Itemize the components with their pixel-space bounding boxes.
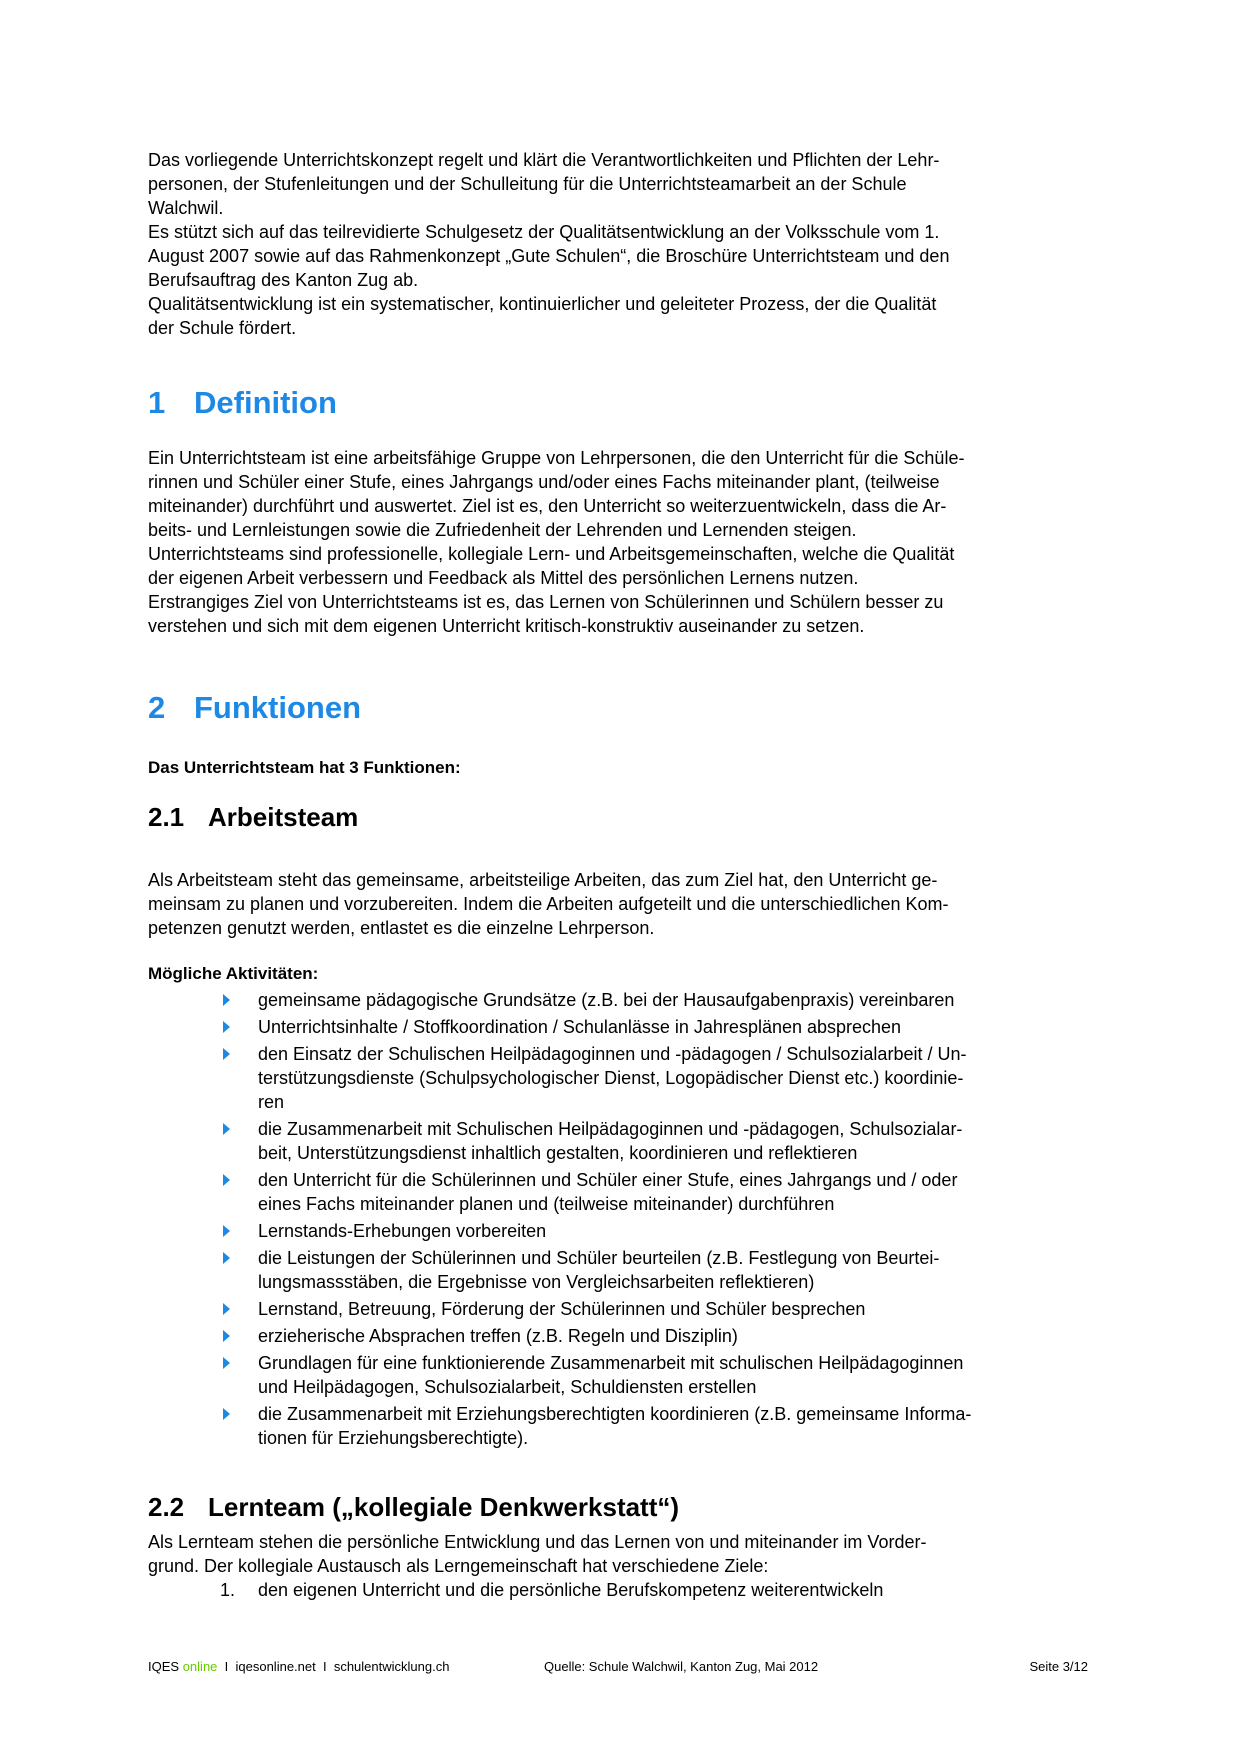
list-item: die Zusammenarbeit mit Schulischen Heilpädagoginnen und -pädagogen, Schulsozialar- beit, Unterstützungsdienst inhaltlich gestalten, koordinieren und reflektieren (148, 1117, 1093, 1165)
footer-link-schulentwicklung[interactable]: schulentwicklung.ch (333, 1659, 450, 1674)
footer-link-iqesonline[interactable]: iqesonline.net (235, 1659, 316, 1674)
triangle-bullet-icon (223, 1123, 230, 1135)
text-line: personen, der Stufenleitungen und der Schulleitung für die Unterrichtsteamarbeit an der Schule (148, 174, 907, 194)
text-line: Ein Unterrichtsteam ist eine arbeitsfähige Gruppe von Lehrpersonen, die den Unterricht für die Schüle- (148, 448, 965, 468)
brand-accent: online (182, 1659, 218, 1674)
heading-title: Arbeitsteam (208, 802, 359, 832)
list-item: die Leistungen der Schülerinnen und Schüler beurteilen (z.B. Festlegung von Beurtei- lungsmassstäben, die Ergebnisse von Vergleichsarbeiten reflektieren) (148, 1246, 1093, 1294)
heading-arbeitsteam (148, 800, 358, 834)
text-line: der eigenen Arbeit verbessern und Feedback als Mittel des persönlichen Lernens nutzen. (148, 568, 859, 588)
text-line: Unterrichtsteams sind professionelle, kollegiale Lern- und Arbeitsgemeinschaften, welche die Qualität (148, 544, 955, 564)
text-line: Das vorliegende Unterrichtskonzept regelt und klärt die Verantwortlichkeiten und Pflichten der Lehr- (148, 150, 940, 170)
text-line: petenzen genutzt werden, entlastet es die einzelne Lehrperson. (148, 918, 655, 938)
heading-number: 2.1 (148, 802, 185, 832)
heading-title: Lernteam („kollegiale Denkwerkstatt“) (208, 1492, 680, 1522)
list-number: 1. (220, 1580, 236, 1600)
text-line: beits- und Lernleistungen sowie die Zufriedenheit der Lehrenden und Lernenden steigen. (148, 520, 857, 540)
triangle-bullet-icon (223, 1252, 230, 1264)
list-item: Lernstands-Erhebungen vorbereiten (148, 1219, 1093, 1243)
text-line: rinnen und Schüler einer Stufe, eines Jahrgangs und/oder eines Fachs miteinander plant, (teilweise (148, 472, 940, 492)
funktionen-lead: Das Unterrichtsteam hat 3 Funktionen: (148, 758, 461, 777)
triangle-bullet-icon (223, 1174, 230, 1186)
text-line: grund. Der kollegiale Austausch als Lerngemeinschaft hat verschiedene Ziele: (148, 1556, 769, 1576)
heading-number: 1 (148, 385, 166, 420)
text-line: Berufsauftrag des Kanton Zug ab. (148, 270, 419, 290)
triangle-bullet-icon (223, 1303, 230, 1315)
list-item: die Zusammenarbeit mit Erziehungsberechtigten koordinieren (z.B. gemeinsame Informa- tionen für Erziehungsberechtigte). (148, 1402, 1093, 1450)
heading-lernteam (148, 1490, 679, 1524)
heading-definition (148, 383, 337, 423)
text-line: Als Arbeitsteam steht das gemeinsame, arbeitsteilige Arbeiten, das zum Ziel hat, den Unterricht ge- (148, 870, 938, 890)
triangle-bullet-icon (223, 1048, 230, 1060)
list-item: Grundlagen für eine funktionierende Zusammenarbeit mit schulischen Heilpädagoginnen und Heilpädagogen, Schulsozialarbeit, Schuldiensten erstellen (148, 1351, 1093, 1399)
text-line: Qualitätsentwicklung ist ein systematischer, kontinuierlicher und geleiteter Prozess, der die Qualität (148, 294, 937, 314)
goals-list (148, 1578, 1093, 1602)
text-line: verstehen und sich mit dem eigenen Unterricht kritisch-konstruktiv auseinander zu setzen. (148, 616, 865, 636)
separator: I (322, 1659, 327, 1674)
list-item: den Einsatz der Schulischen Heilpädagoginnen und -pädagogen / Schulsozialarbeit / Un- terstützungsdienste (Schulpsychologischer Dienst, Logopädischer Dienst etc.) koordinie- ren (148, 1042, 1093, 1114)
text-line: Walchwil. (148, 198, 224, 218)
heading-funktionen (148, 688, 361, 728)
triangle-bullet-icon (223, 1357, 230, 1369)
triangle-bullet-icon (223, 1408, 230, 1420)
triangle-bullet-icon (223, 1330, 230, 1342)
triangle-bullet-icon (223, 1021, 230, 1033)
page-number: Seite 3/12 (1029, 1659, 1088, 1674)
definition-paragraph (148, 446, 1093, 638)
heading-title: Funktionen (194, 690, 362, 725)
brand-name: IQES (148, 1659, 180, 1674)
heading-title: Definition (194, 385, 337, 420)
text-line: August 2007 sowie auf das Rahmenkonzept „Gute Schulen“, die Broschüre Unterrichtsteam und den (148, 246, 950, 266)
text-line: Es stützt sich auf das teilrevidierte Schulgesetz der Qualitätsentwicklung an der Volksschule vom 1. (148, 222, 940, 242)
list-item: erzieherische Absprachen treffen (z.B. Regeln und Disziplin) (148, 1324, 1093, 1348)
triangle-bullet-icon (223, 1225, 230, 1237)
list-item: den Unterricht für die Schülerinnen und Schüler einer Stufe, eines Jahrgangs und / oder eines Fachs miteinander planen und (teilweise miteinander) durchführen (148, 1168, 1093, 1216)
intro-paragraph (148, 148, 1088, 340)
footer-brand (148, 1657, 449, 1677)
activities-label: Mögliche Aktivitäten: (148, 964, 319, 983)
text-line: Als Lernteam stehen die persönliche Entwicklung und das Lernen von und miteinander im Vorder- (148, 1532, 927, 1552)
lernteam-paragraph (148, 1530, 1093, 1602)
footer-source: Quelle: Schule Walchwil, Kanton Zug, Mai 2012 (544, 1659, 819, 1674)
text-line: Erstrangiges Ziel von Unterrichtsteams ist es, das Lernen von Schülerinnen und Schülern besser zu (148, 592, 944, 612)
list-item: Lernstand, Betreuung, Förderung der Schülerinnen und Schüler besprechen (148, 1297, 1093, 1321)
triangle-bullet-icon (223, 994, 230, 1006)
separator: I (224, 1659, 229, 1674)
list-item: gemeinsame pädagogische Grundsätze (z.B. bei der Hausaufgabenpraxis) vereinbaren (148, 988, 1093, 1012)
text-line: meinsam zu planen und vorzubereiten. Indem die Arbeiten aufgeteilt und die unterschiedlichen Kom- (148, 894, 949, 914)
heading-number: 2 (148, 690, 166, 725)
activities-list (148, 988, 1093, 1453)
text-line: miteinander) durchführt und auswertet. Ziel ist es, den Unterricht so weiterzuentwickeln, dass die Ar- (148, 496, 947, 516)
list-item: 1. den eigenen Unterricht und die persönliche Berufskompetenz weiterentwickeln (220, 1580, 884, 1600)
list-item: Unterrichtsinhalte / Stoffkoordination / Schulanlässe in Jahresplänen absprechen (148, 1015, 1093, 1039)
heading-number: 2.2 (148, 1492, 185, 1522)
page-footer (148, 1657, 1088, 1677)
text-line: der Schule fördert. (148, 318, 297, 338)
arbeitsteam-paragraph (148, 868, 1093, 940)
